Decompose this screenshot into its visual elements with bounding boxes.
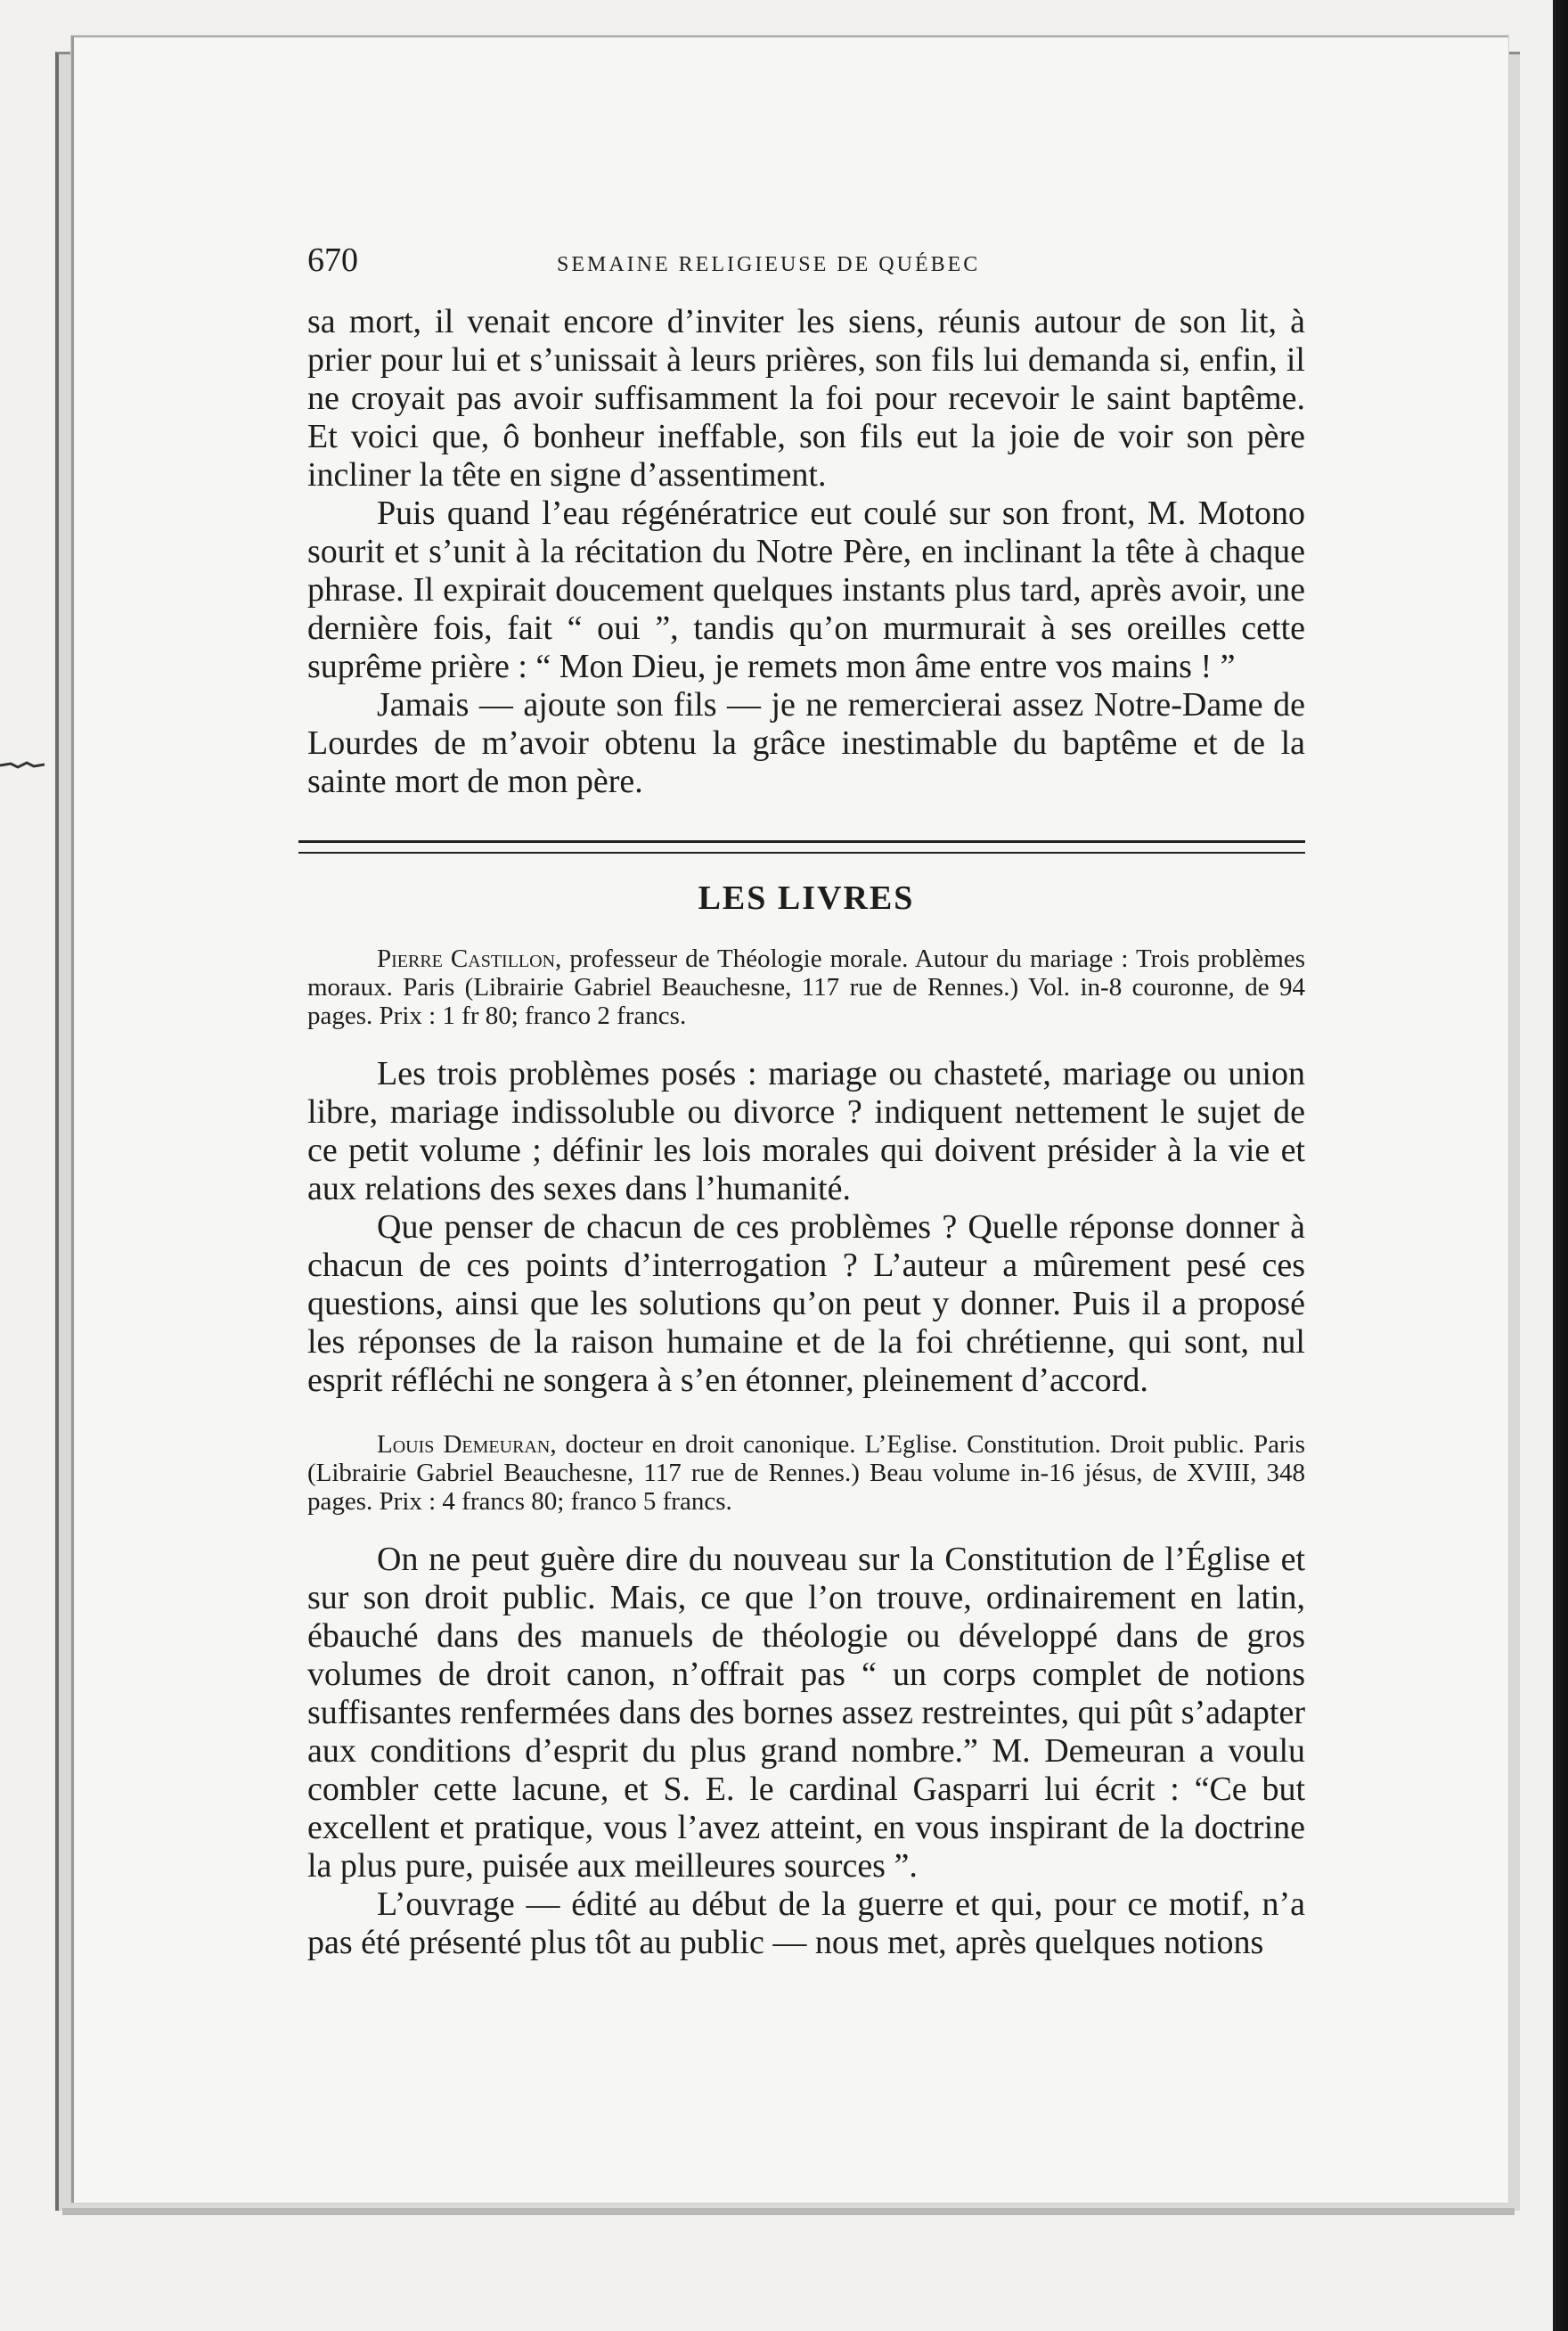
review-2-paragraph-2: L’ouvrage — édité au début de la guerre et qui, pour ce motif, n’a pas été présenté plus tôt au public — nous met, après quelques notions [307, 1885, 1305, 1961]
review-2-author: Louis Demeuran [377, 1430, 551, 1459]
section-title: LES LIVRES [698, 879, 915, 917]
review-2-heading [307, 1430, 1305, 1516]
page-text-block [307, 241, 1305, 1962]
review-1-heading [307, 945, 1305, 1030]
page-header [307, 241, 1305, 303]
review-2-citation: , docteur en droit canonique. L’Eglise. Constitution. Droit public. Paris (Librairie Gabriel Beauchesne, 117 rue de Rennes.) Beau volume in-16 jésus, de XVIII, 348 pages. Prix : 4 francs 80; franco 5 francs. [307, 1430, 1305, 1516]
page-bottom-edge [62, 2208, 1515, 2215]
paragraph-motono-2: Puis quand l’eau régénératrice eut coulé sur son front, M. Motono sourit et s’unit à la récitation du Notre Père, en inclinant la tête à chaque phrase. Il expirait doucement quelques instants plus tard, après avoir, une dernière fois, fait “ oui ”, tandis qu’on murmurait à ses oreilles cette suprême prière : “ Mon Dieu, je remets mon âme entre vos mains ! ” [307, 495, 1305, 685]
page-number: 670 [307, 241, 358, 279]
review-1-author: Pierre Castillon [377, 945, 556, 973]
review-1-paragraph-2: Que penser de chacun de ces problèmes ? Quelle réponse donner à chacun de ces points d’interrogation ? L’auteur a mûrement pesé ces questions, ainsi que les solutions qu’on peut y donner. Puis il a proposé les réponses de la raison humaine et de la foi chrétienne, qui sont, nul esprit réfléchi ne songera à s’en étonner, pleinement d’accord. [307, 1208, 1305, 1399]
review-2-paragraph-1: On ne peut guère dire du nouveau sur la Constitution de l’Église et sur son droit public. Mais, ce que l’on trouve, ordinairement en latin, ébauché dans des manuels de théologie ou développé dans de gros volumes de droit canon, n’offrait pas “ un corps complet de notions suffisantes renfermées dans des bornes assez restreintes, qui pût s’adapter aux conditions d’esprit du plus grand nombre.” M. Demeuran a voulu combler cette lacune, et S. E. le cardinal Gasparri lui écrit : “Ce but excellent et pratique, vous l’avez atteint, en vous inspirant de la doctrine la plus pure, puisée aux meilleures sources ”. [307, 1541, 1305, 1885]
paragraph-motono-3: Jamais — ajoute son fils — je ne remercierai assez Notre-Dame de Lourdes de m’avoir obtenu la grâce inestimable du baptême et de la sainte mort de mon père. [307, 686, 1305, 800]
book-spine-edge [1531, 0, 1568, 2331]
running-head: SEMAINE RELIGIEUSE DE QUÉBEC [557, 253, 981, 276]
section-divider [298, 840, 1305, 854]
review-1-paragraph-1: Les trois problèmes posés : mariage ou chasteté, mariage ou union libre, mariage indissoluble ou divorce ? indiquent nettement le sujet de ce petit volume ; définir les lois morales qui doivent présider à la vie et aux relations des sexes dans l’humanité. [307, 1055, 1305, 1207]
paragraph-motono-1: sa mort, il venait encore d’inviter les siens, réunis autour de son lit, à prier pour lui et s’unissait à leurs prières, son fils lui demanda si, enfin, il ne croyait pas avoir suffisamment la foi pour recevoir le saint baptême. Et voici que, ô bonheur ineffable, son fils eut la joie de voir son père incliner la tête en signe d’assentiment. [307, 303, 1305, 494]
review-1-citation: , professeur de Théologie morale. Autour du mariage : Trois problèmes moraux. Paris (Librairie Gabriel Beauchesne, 117 rue de Rennes.) Vol. in-8 couronne, de 94 pages. Prix : 1 fr 80; franco 2 francs. [307, 945, 1305, 1030]
scan-artifact-mark [0, 759, 45, 772]
